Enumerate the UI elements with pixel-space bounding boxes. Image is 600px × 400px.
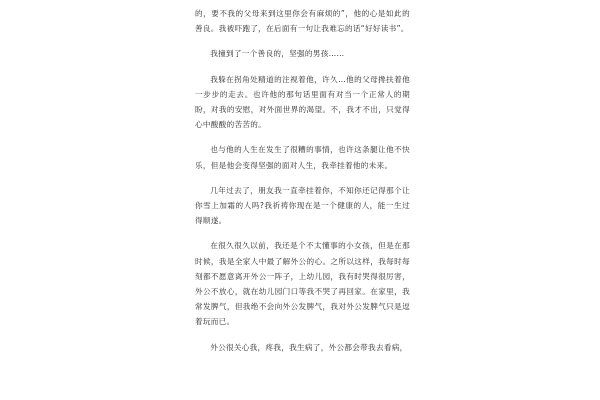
- paragraph-6: 在很久很久以前，我还是个不太懂事的小女孩，但是在那时候，我是全家人中最了解外公的心。之所以这样，我每时每刻都不愿意离开外公一阵子，上幼儿园，我有时哭得很厉害，外公不放心，就在幼儿园门口等我不哭了再回家。在家里，我常发脾气，但我绝不会向外公发脾气，我对外公发脾气只是逗着玩而已。: [195, 241, 410, 327]
- paragraph-5: 几年过去了，朋友我一直牵挂着你，不知你还记得那个让你雪上加霜的人吗?我祈祷你现在是一个健康的人，能一生过得顺遂。: [195, 185, 410, 226]
- paragraph-1: 的，要不我的父母来到这里你会有麻烦的”，他的心是如此的善良。我被吓跑了，在后面有一句让我难忘的话“好好读书”。: [195, 9, 410, 34]
- paragraph-4: 也与他的人生在发生了很糟的事情，也许这条腿让他不快乐，但是他会变得坚强的面对人生，我牵挂着他的未来。: [195, 145, 410, 170]
- article-body: [195, 6, 410, 355]
- paragraph-2: 我撞到了一个善良的，坚强的男孩……: [210, 49, 345, 59]
- paragraph-3: 我躲在拐角处精道的注视着他，许久…他的父母搀扶着他一步步的走去。也许他的那句话里面有对当一个正常人的期盼，对我的安慰，对外面世界的渴望。不，我才不出，只觉得心中酸酸的苦苦的。: [195, 74, 410, 130]
- paragraph-7: 外公很关心我，疼我，我生病了，外公都会带我去看病，: [210, 342, 408, 352]
